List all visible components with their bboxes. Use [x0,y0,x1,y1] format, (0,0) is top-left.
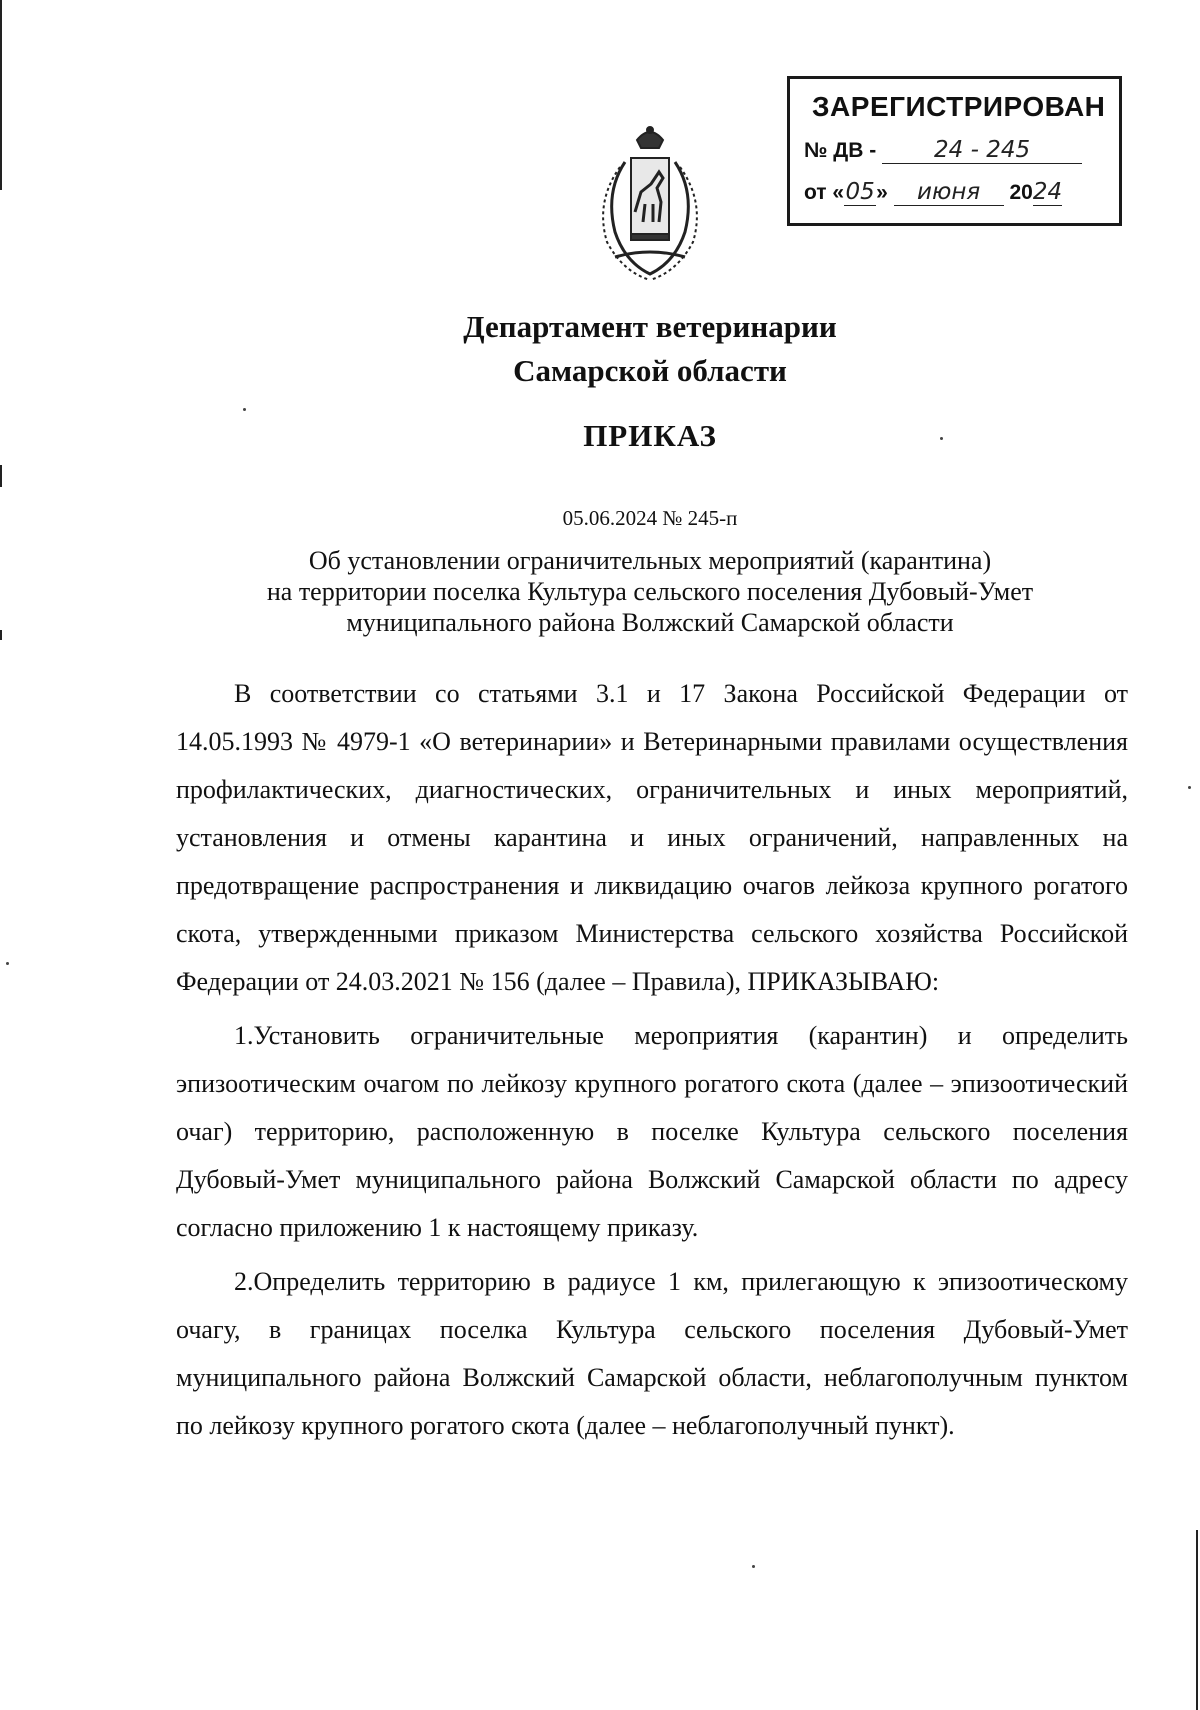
stamp-date-prefix: от « [804,181,845,204]
speck [1188,786,1191,789]
speck [243,408,246,411]
stamp-date-line [804,179,1062,206]
department-line-1: Департамент ветеринарии [463,309,837,344]
subject-line-1: Об установлении ограничительных мероприятий (карантина) [308,546,992,575]
stamp-date-mid: » [876,181,888,204]
preamble-paragraph: В соответствии со статьями 3.1 и 17 Закона Российской Федерации от 14.05.1993 № 4979-1 «О ветеринарии» и Ветеринарными правилами осуществления профилактических, диагностических, ограничительных и иных мероприятий, установления и отмены карантина и иных ограничений, направленных на предотвращение распространения и ликвидацию очагов лейкоза крупного рогатого скота, утвержденными приказом Министерства сельского хозяйства Российской Федерации от 24.03.2021 № 156 (далее – Правила), ПРИКАЗЫВАЮ: [176,679,1128,996]
stamp-date-year-handwritten: 24 [1032,179,1063,205]
stamp-date-year-printed: 20 [1009,181,1033,204]
subject-line-2: на территории поселка Культура сельского поселения Дубовый-Умет [266,577,1034,606]
scan-edge-mark [0,465,2,487]
subject-line-3: муниципального района Волжский Самарской области [346,608,954,637]
speck [6,962,9,965]
stamp-date-day: 05 [845,179,875,205]
order-date-number: 05.06.2024 № 245-п [562,506,738,530]
stamp-number-line [804,137,1082,164]
speck [752,1565,755,1568]
registration-stamp [787,76,1122,226]
stamp-title: ЗАРЕГИСТРИРОВАН [812,91,1106,122]
stamp-date-month: июня [894,179,1004,206]
document-type: ПРИКАЗ [583,418,717,453]
department-name [0,305,1200,393]
department-line-2: Самарской области [513,353,787,388]
order-subject [0,545,1200,638]
stamp-number-prefix: № ДВ - [804,139,877,162]
scan-edge-mark [0,0,2,190]
item-1-paragraph: 1.Установить ограничительные мероприятия (карантин) и определить эпизоотическим очагом по лейкозу крупного рогатого скота (далее – эпизоотический очаг) территорию, расположенную в поселке Культура сельского поселения Дубовый-Умет муниципального района Волжский Самарской области по адресу согласно приложению 1 к настоящему приказу. [176,1021,1128,1242]
stamp-number-handwritten: 24 - 245 [882,137,1082,164]
scan-edge-mark [1196,1530,1198,1710]
item-2-paragraph: 2.Определить территорию в радиусе 1 км, прилегающую к эпизоотическому очагу, в границах поселка Культура сельского поселения Дубовый-Умет муниципального района Волжский Самарской области, неблагополучным пунктом по лейкозу крупного рогатого скота (далее – неблагополучный пункт). [176,1267,1128,1440]
coat-of-arms-emblem [585,122,715,282]
order-body [176,670,1128,1456]
